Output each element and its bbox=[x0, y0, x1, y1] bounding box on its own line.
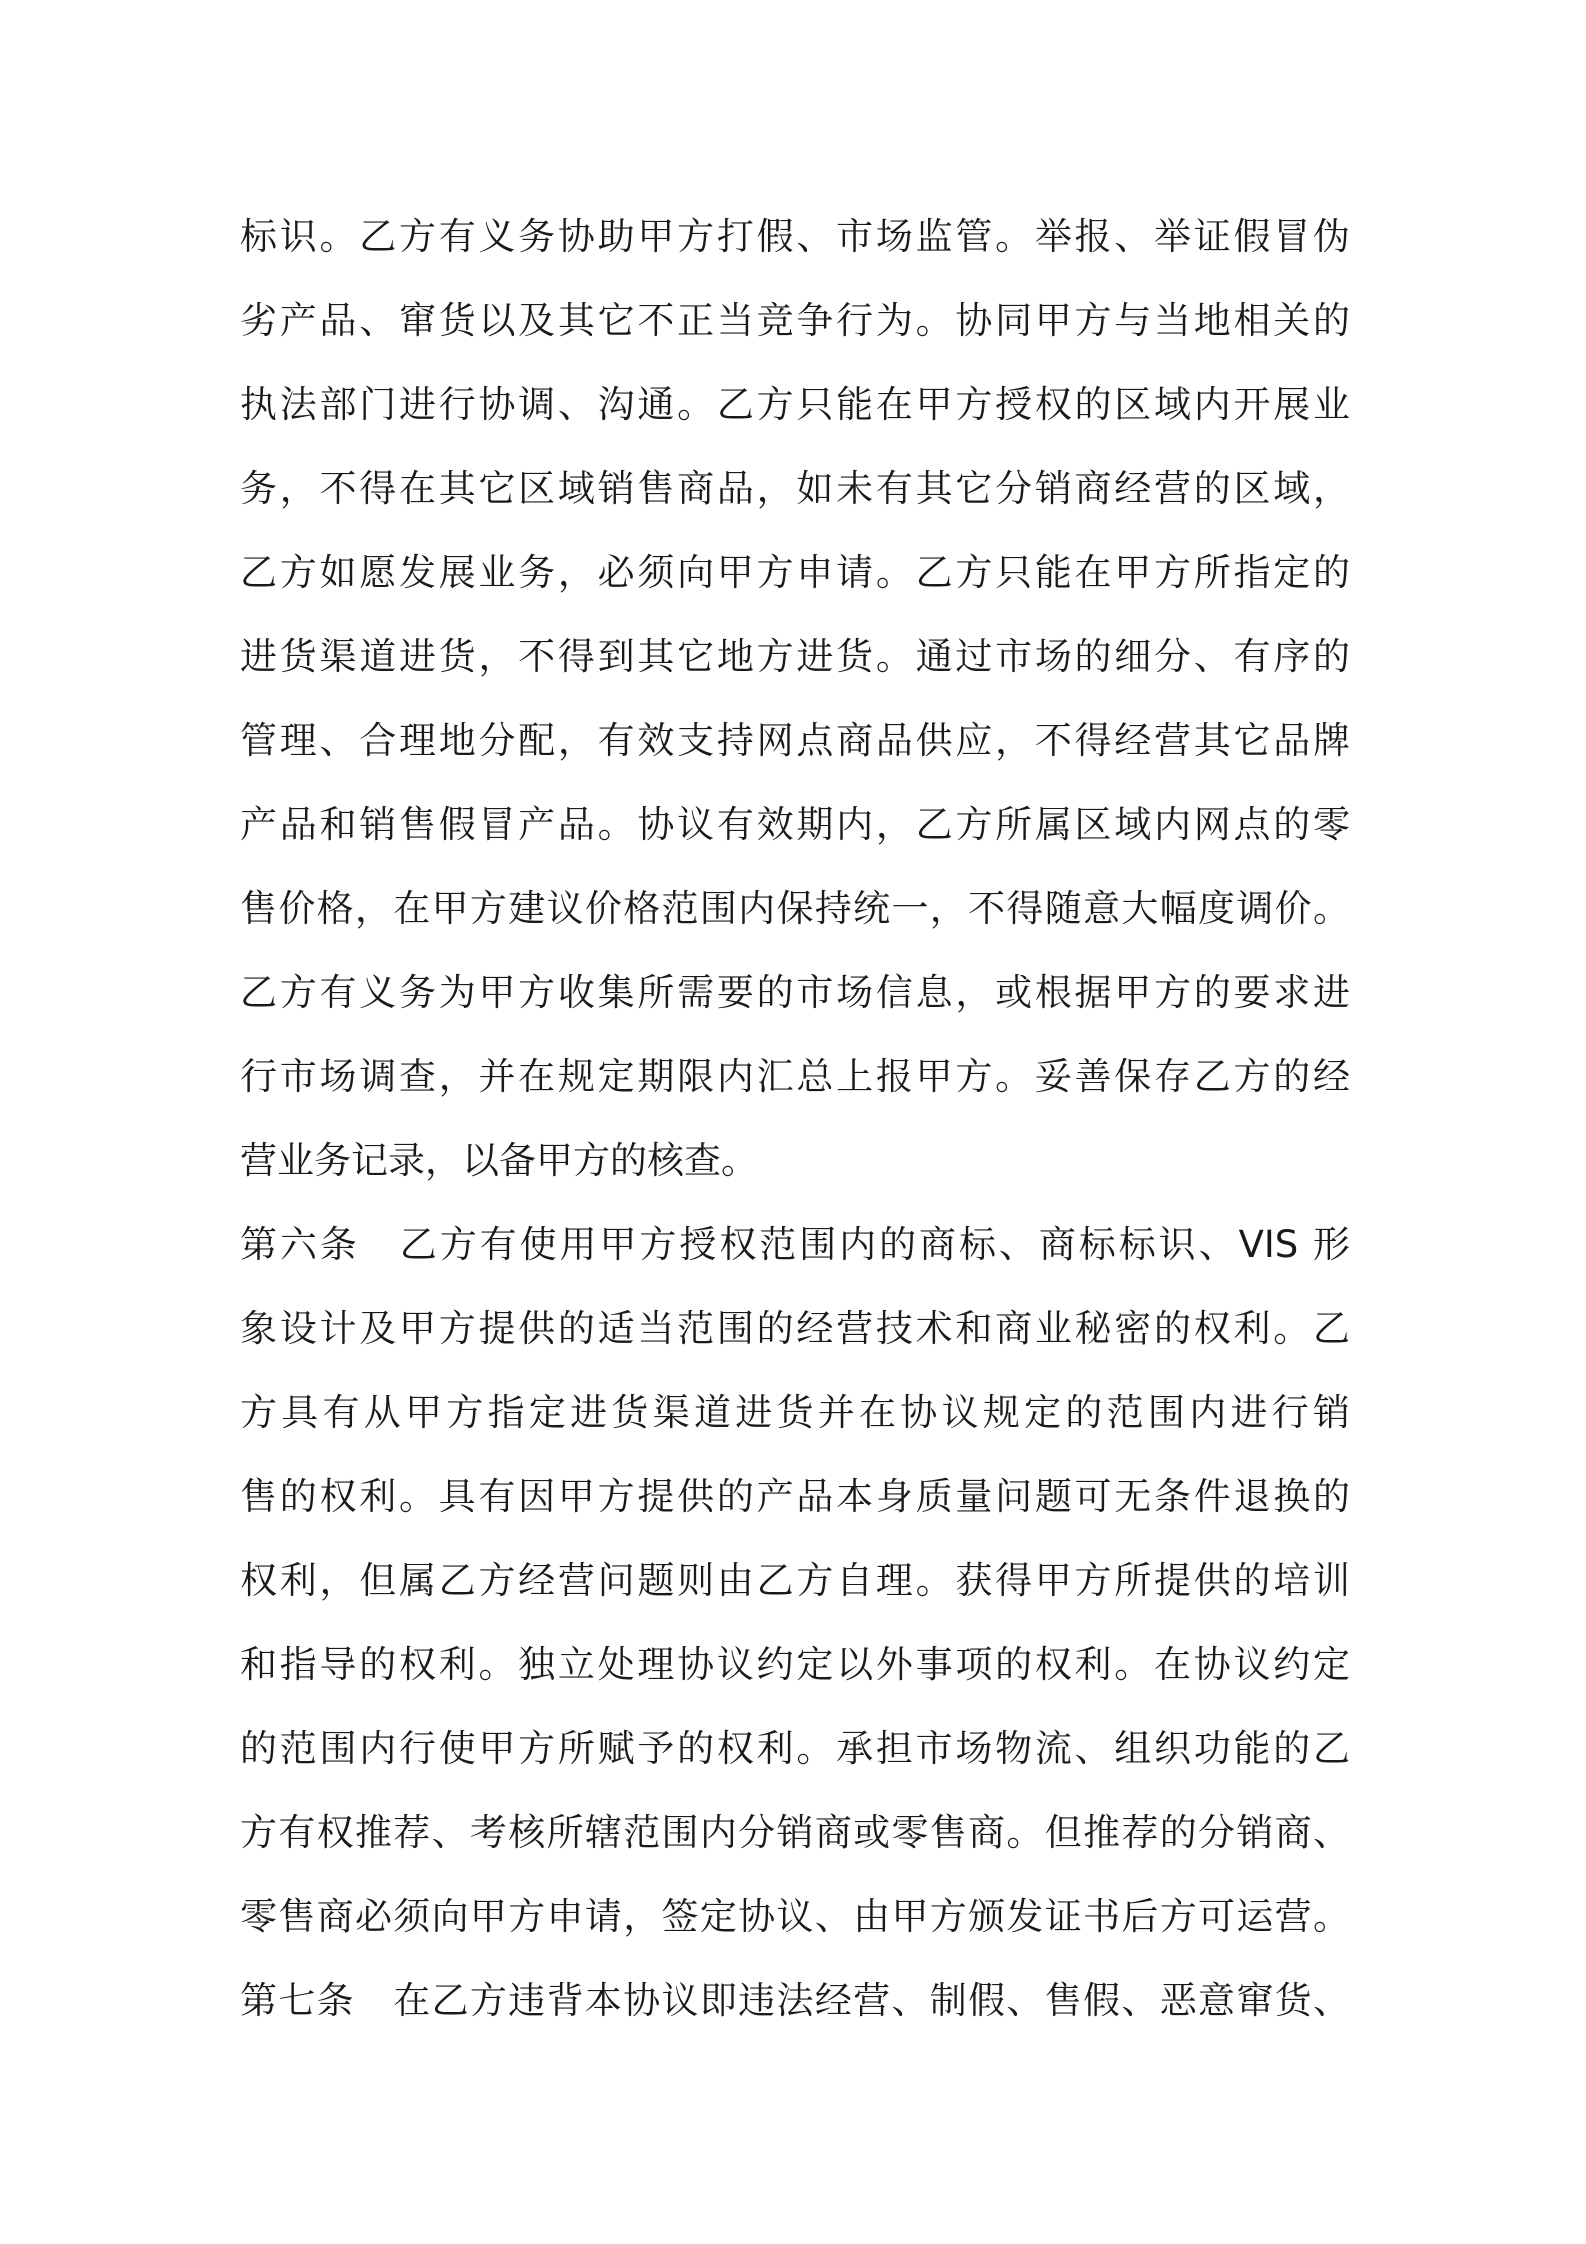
text-line-21: 零售商必须向甲方申请，签定协议、由甲方颁发证书后方可运营。 bbox=[240, 1895, 1350, 1938]
text-line-5: 乙方如愿发展业务，必须向甲方申请。乙方只能在甲方所指定的 bbox=[240, 551, 1350, 594]
text-line-1: 标识。乙方有义务协助甲方打假、市场监管。举报、举证假冒伪 bbox=[240, 215, 1350, 258]
text-line-14: 象设计及甲方提供的适当范围的经营技术和商业秘密的权利。乙 bbox=[240, 1307, 1350, 1350]
text-line-8: 产品和销售假冒产品。协议有效期内，乙方所属区域内网点的零 bbox=[240, 803, 1350, 846]
text-line-6: 进货渠道进货，不得到其它地方进货。通过市场的细分、有序的 bbox=[240, 635, 1350, 678]
text-line-12: 营业务记录，以备甲方的核查。 bbox=[240, 1139, 758, 1182]
text-line-4: 务，不得在其它区域销售商品，如未有其它分销商经营的区域， bbox=[240, 467, 1350, 510]
text-line-7: 管理、合理地分配，有效支持网点商品供应，不得经营其它品牌 bbox=[240, 719, 1350, 762]
text-line-15: 方具有从甲方指定进货渠道进货并在协议规定的范围内进行销 bbox=[240, 1391, 1350, 1434]
text-line-9: 售价格，在甲方建议价格范围内保持统一，不得随意大幅度调价。 bbox=[240, 887, 1350, 930]
text-line-16: 售的权利。具有因甲方提供的产品本身质量问题可无条件退换的 bbox=[240, 1475, 1350, 1518]
text-line-19: 的范围内行使甲方所赋予的权利。承担市场物流、组织功能的乙 bbox=[240, 1727, 1350, 1770]
article-6-heading-line: 第六条 乙方有使用甲方授权范围内的商标、商标标识、VIS 形 bbox=[240, 1223, 1350, 1266]
text-line-3: 执法部门进行协调、沟通。乙方只能在甲方授权的区域内开展业 bbox=[240, 383, 1350, 426]
text-line-2: 劣产品、窜货以及其它不正当竞争行为。协同甲方与当地相关的 bbox=[240, 299, 1350, 342]
text-line-18: 和指导的权利。独立处理协议约定以外事项的权利。在协议约定 bbox=[240, 1643, 1350, 1686]
text-line-10: 乙方有义务为甲方收集所需要的市场信息，或根据甲方的要求进 bbox=[240, 971, 1350, 1014]
text-line-11: 行市场调查，并在规定期限内汇总上报甲方。妥善保存乙方的经 bbox=[240, 1055, 1350, 1098]
body-text bbox=[240, 195, 1350, 2043]
text-line-17: 权利，但属乙方经营问题则由乙方自理。获得甲方所提供的培训 bbox=[240, 1559, 1350, 1602]
article-7-heading-line: 第七条 在乙方违背本协议即违法经营、制假、售假、恶意窜货、 bbox=[240, 1979, 1350, 2022]
text-line-20: 方有权推荐、考核所辖范围内分销商或零售商。但推荐的分销商、 bbox=[240, 1811, 1350, 1854]
